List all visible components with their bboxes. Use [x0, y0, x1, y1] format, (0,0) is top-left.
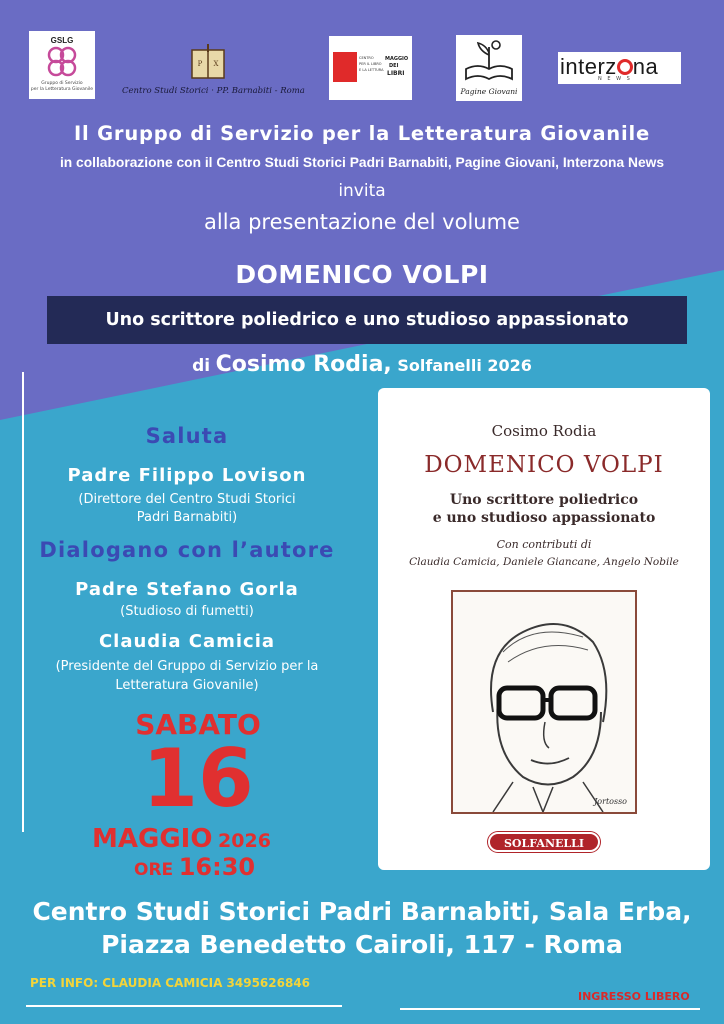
interzona-word-1: interz	[560, 54, 617, 79]
date-day: 16	[142, 732, 254, 825]
subtitle-bar: Uno scrittore poliedrico e uno studioso appassionato	[47, 296, 687, 344]
entry-note: INGRESSO LIBERO	[578, 990, 690, 1003]
cover-contrib-1: Con contributi di	[496, 538, 592, 551]
interzona-logo	[558, 52, 681, 84]
portrait-signature: Jortosso	[594, 797, 627, 806]
cover-author: Cosimo Rodia	[491, 422, 597, 440]
speaker1-role: (Studioso di fumetti)	[120, 604, 254, 619]
collaboration-line: in collaborazione con il Centro Studi Storici Padri Barnabiti, Pagine Giovani, Interzona News	[59, 155, 665, 170]
publisher-year: Solfanelli 2026	[397, 356, 532, 375]
pagine-giovani-caption: Pagine Giovani	[460, 87, 518, 96]
interzona-word-2: na	[632, 54, 659, 79]
author-line	[0, 352, 724, 377]
footer-divider-right	[400, 1008, 700, 1010]
maggio-badge-1: MAGGIO	[385, 56, 409, 62]
greeter-role-2: Padri Barnabiti)	[136, 510, 238, 525]
logos-row	[0, 0, 724, 110]
greeter-role-1: (Direttore del Centro Studi Storici	[78, 492, 296, 507]
date-month: MAGGIO	[92, 824, 213, 854]
footer-divider-left	[26, 1005, 342, 1007]
maggio-libri-logo	[329, 36, 412, 100]
author-portrait	[451, 590, 637, 814]
date-time-line	[134, 853, 255, 881]
gslg-caption-1: Gruppo di Servizio	[41, 81, 83, 86]
time-label: ORE	[134, 860, 174, 880]
venue-line-1: Centro Studi Storici Padri Barnabiti, Sala Erba,	[32, 897, 692, 926]
venue-line-2: Piazza Benedetto Cairoli, 117 - Roma	[101, 930, 623, 959]
date-weekday: SABATO	[135, 708, 261, 741]
speaker2-role-1: (Presidente del Gruppo di Servizio per la	[55, 659, 319, 674]
time-value: 16:30	[178, 853, 256, 881]
cover-subtitle-1: Uno scrittore poliedrico	[449, 492, 639, 508]
author-prefix: di	[192, 356, 211, 376]
pagine-giovani-logo	[456, 35, 522, 101]
centro-studi-logo	[122, 44, 305, 102]
date-month-year	[92, 824, 271, 854]
cover-subtitle-2: e uno studioso appassionato	[432, 510, 656, 526]
book-title: DOMENICO VOLPI	[235, 260, 489, 289]
publisher-badge: SOLFANELLI	[488, 832, 600, 852]
author-name: Cosimo Rodia,	[215, 352, 392, 377]
book-cover	[378, 388, 710, 870]
svg-text:X: X	[213, 60, 219, 68]
presentation-line: alla presentazione del volume	[204, 210, 520, 234]
gslg-emblem-icon	[44, 45, 80, 79]
greeter-name: Padre Filippo Lovison	[67, 465, 307, 486]
interzona-sub: N E W S	[598, 76, 632, 82]
organizer-heading: Il Gruppo di Servizio per la Letteratura Giovanile	[74, 122, 650, 145]
speaker2-role-2: Letteratura Giovanile)	[115, 678, 259, 693]
dialogue-heading: Dialogano con l’autore	[39, 538, 335, 562]
interzona-o-icon	[617, 59, 633, 75]
book-emblem-icon	[188, 44, 228, 84]
info-contact: PER INFO: CLAUDIA CAMICIA 3495626846	[30, 976, 311, 990]
invite-line: invita	[338, 181, 386, 201]
centro-studi-caption: Centro Studi Storici · PP. Barnabiti - Roma	[122, 86, 305, 96]
red-block	[333, 52, 357, 82]
date-year: 2026	[218, 830, 271, 852]
open-book-plant-icon	[462, 39, 516, 83]
portrait-sketch-icon	[453, 592, 635, 812]
maggio-badge-3: LIBRI	[387, 70, 405, 77]
speaker2-name: Claudia Camicia	[98, 631, 276, 652]
gslg-logo	[29, 31, 95, 99]
greeting-heading: Saluta	[145, 424, 229, 448]
speaker1-name: Padre Stefano Gorla	[75, 579, 299, 600]
cover-contrib-2: Claudia Camicia, Daniele Giancane, Angelo Nobile	[409, 556, 679, 568]
gslg-caption-2: per la Letteratura Giovanile	[30, 87, 94, 92]
cover-title: DOMENICO VOLPI	[424, 452, 664, 478]
gslg-logo-title: GSLG	[50, 36, 74, 45]
maggio-badge-2: DEI	[389, 63, 399, 69]
svg-text:P: P	[197, 60, 203, 68]
maggio-line-3: E LA LETTURA	[359, 68, 384, 72]
maggio-line-2: PER IL LIBRO	[359, 62, 382, 66]
maggio-line-1: CENTRO	[359, 56, 374, 60]
